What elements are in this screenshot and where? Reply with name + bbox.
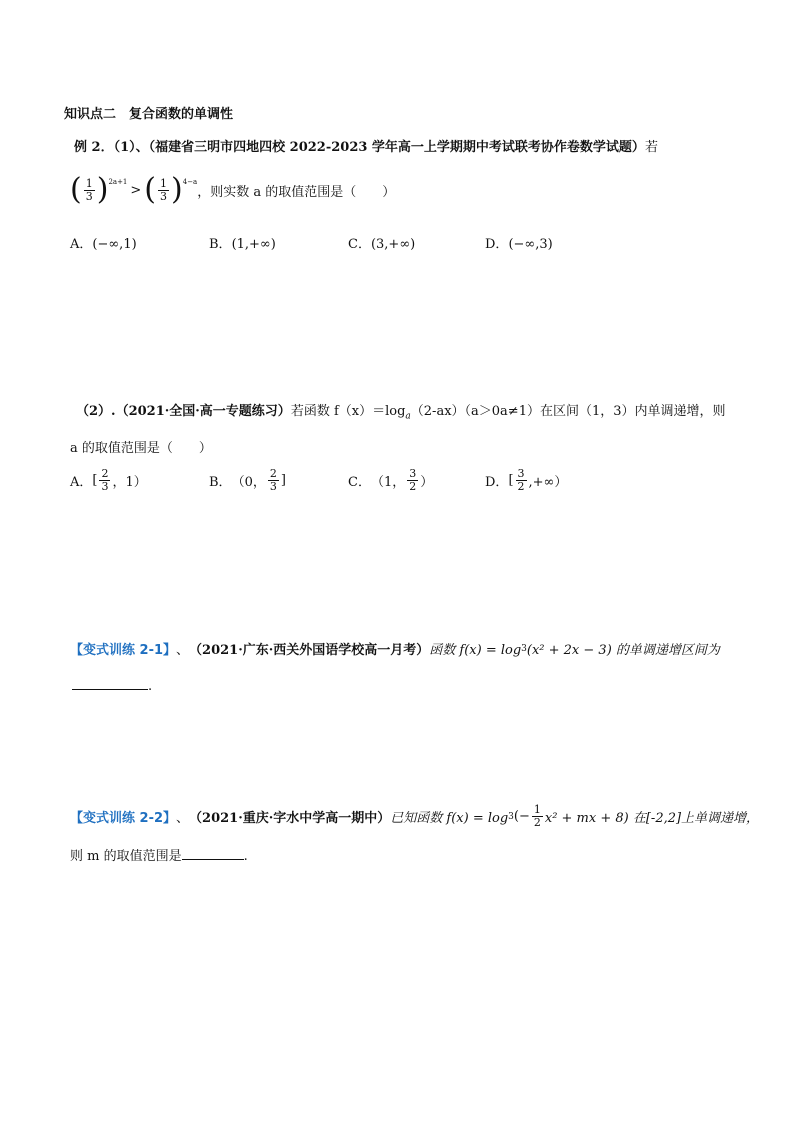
part2-tag: （2）. (76, 404, 116, 419)
part2-text2: （2-ax）（a＞0a≠1）在区间（1，3）内单调递增，则 (410, 404, 726, 419)
part1-tag: ．（1）、 (100, 140, 149, 155)
example-label: 例 2 (74, 140, 101, 155)
greater-than: > (130, 182, 142, 198)
fraction-one-half: $\frac{1}{2}$ (533, 803, 541, 829)
part1-question: ，则实数 a 的取值范围是（ ） (197, 184, 396, 200)
variant-2-2-source: （2021·重庆·字水中学高一期中） (189, 811, 391, 826)
part2-source: （2021·全国·高一专题练习） (115, 404, 291, 419)
part2-line1: （2）.（2021·全国·高一专题练习）若函数 $f(x)=\log_a(2-ax)(a>0a\ne 1)$在区间（1，3）内单调递增，则 (76, 404, 726, 422)
variant-2-2-tag: 【变式训练 2-2】 (70, 811, 177, 826)
part2-option-c[interactable]: C． （1， $\frac{3}{2}$ ） (348, 467, 434, 493)
example-2-header (74, 136, 658, 155)
variant-2-1-source: （2021·广东·西关外国语学校高一月考） (189, 643, 430, 658)
part1-option-a[interactable]: A．(−∞,1) (70, 237, 137, 252)
section-title: 知识点二 复合函数的单调性 (64, 107, 234, 122)
answer-blank-1[interactable] (72, 676, 148, 690)
part2-option-d[interactable]: D． [ $\frac{3}{2}$ ,+∞） (485, 467, 568, 493)
variant-2-1-line1: 【变式训练 2-1】 、 （2021·广东·西关外国语学校高一月考） 函数 f(x) = log 3 (x² + 2x − 3) 的单调递增区间为 (70, 639, 720, 658)
part2-option-b[interactable]: B． （0， $\frac{2}{3}$ ] (209, 467, 286, 493)
variant-2-1-tag: 【变式训练 2-1】 (70, 643, 177, 658)
answer-blank-2[interactable] (182, 846, 244, 860)
part2-text: 若函数 f（x）＝log (290, 404, 406, 419)
part1-option-c[interactable]: C．(3,+∞) (348, 237, 416, 252)
exponent-2: 4−a (182, 178, 198, 186)
variant-2-1-answer: . (72, 676, 152, 694)
part2-option-a[interactable]: A． [ $\frac{2}{3}$ ，1） (70, 467, 147, 493)
part1-if: 若 (644, 140, 658, 155)
exponent-1: 2a+1 (108, 178, 128, 186)
part1-source: （福建省三明市四地四校 2022-2023 学年高一上学期期中考试联考协作卷数学试题） (148, 140, 645, 155)
variant-2-2-line2: 则 m 的取值范围是 . (70, 845, 248, 864)
inequality: ( $\frac{1}{3}$ ) 2a+1 > ( $\frac{1}{3}$ ) 4−a ，则实数 a 的取值范围是（ ） (70, 172, 396, 207)
fraction-one-third-2: $\frac{1}{3}$ (160, 176, 168, 203)
part1-option-b[interactable]: B．(1,+∞) (209, 237, 276, 252)
part2-line2: a 的取值范围是（ ） (70, 441, 212, 456)
fraction-one-third: $\frac{1}{3}$ (85, 176, 93, 203)
variant-2-2-line1: 【变式训练 2-2】 、 （2021·重庆·字水中学高一期中） 已知函数 f(x) = log 3 (− $\frac{1}{2}$ x² + mx + 8) 在[-2,2]上单调递增， (70, 803, 760, 829)
part1-option-d[interactable]: D．(−∞,3) (485, 237, 553, 252)
